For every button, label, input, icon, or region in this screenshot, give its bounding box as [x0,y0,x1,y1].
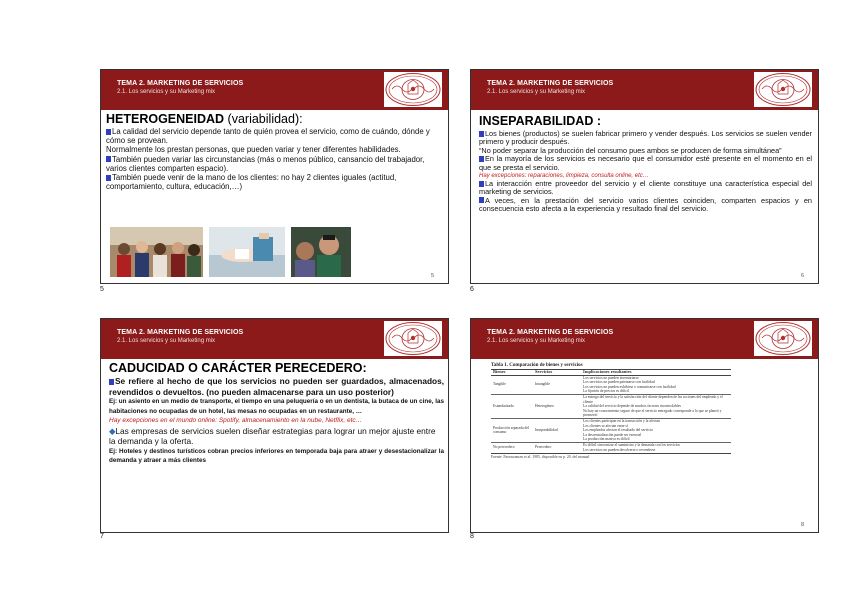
slide-header [101,70,448,110]
table-cell-implicacion: Los empleados afectan el resultado del servicio [583,428,653,433]
table-cell-implicacion: Los servicios no pueden devolverse o revenderse [583,447,656,452]
slide-7 [100,318,449,533]
table-cell-implicacion: Es difícil sincronizar el suministro y la demanda con los servicios [581,442,731,447]
slide-heading: HETEROGENEIDAD (variabilidad): [106,112,303,126]
example-paragraph: Ej: Hoteles y destinos turísticos cobran precios inferiores en temporada baja para atraer y desestacionalizar la demanda y atraer a más clientes [109,447,444,464]
table-header-cell: Implicaciones resultantes [581,370,731,375]
photo-strip [105,227,355,277]
bullet-paragraph: La interacción entre proveedor del servicio y el cliente constituye una característica especial del marketing de servicios. [479,179,812,197]
table-cell-servicios: Perecedero [533,442,581,452]
table-cell-implicacion: No hay un conocimiento seguro de que el servicio entregado corresponde a lo que se planeó y promovió [583,408,722,418]
header-subtitle: 2.1. Los servicios y su Marketing mix [487,89,586,95]
bullet-icon [106,156,111,162]
comparison-table-block [491,363,731,459]
page-number: 7 [100,533,104,540]
table-cell-implicacion: Los servicios no pueden exhibirse o comunicarse con facilidad [583,384,676,389]
page-number: 8 [470,533,474,540]
page-number: 6 [470,286,474,293]
exception-note: Hay excepciones: reparaciones, limpieza, consulta online, etc… [479,173,649,180]
table-cell-bienes: Producción separada del consumo [491,418,533,442]
table-cell-implicacion: La entrega del servicio y la satisfacción del cliente dependen de las acciones del empleado y el cliente [581,394,731,404]
table-row [491,394,731,404]
header-title: TEMA 2. MARKETING DE SERVICIOS [487,329,614,336]
header-subtitle: 2.1. Los servicios y su Marketing mix [117,338,216,344]
table-cell-bienes: Tangible [493,382,506,387]
table-caption: Tabla 1. Comparación de bienes y servicios [491,363,731,370]
comparison-table [491,370,731,452]
table-source: Fuente: Parasuraman et al. 1985, disponible en p. 20. del manual [491,453,731,459]
exception-note: Hay excepciones en el mundo online: Spotify, almacenamiento en la nube, Netflix, etc… [109,417,363,424]
header-title: TEMA 2. MARKETING DE SERVICIOS [117,80,244,87]
slide-5 [100,69,449,284]
university-logo-icon [384,321,442,356]
table-cell-servicios: Inseparabilidad [533,418,581,442]
slide-body [109,359,444,532]
bullet-icon [479,131,484,137]
bullet-paragraph: La calidad del servicio depende tanto de quién provea el servicio, como de cuándo, dónde y cómo se provean. [106,127,430,146]
university-logo-icon [754,321,812,356]
table-cell-servicios: Intangible [535,382,550,387]
table-cell-implicacion: La calidad del servicio depende de muchos factores incontrolables [583,404,681,409]
paragraph: “No poder separar la producción del consumo pues ambos se producen de forma simultánea” [479,145,782,155]
bullet-paragraph: ◆Las empresas de servicios suelen diseñar estrategias para lograr un mejor ajuste entre la demanda y la oferta. [109,425,436,446]
bullet-paragraph: Los bienes (productos) se suelen fabricar primero y vender después. Los servicios se suelen vender primero y producir después. [479,129,812,147]
bullet-paragraph: En la mayoría de los servicios es necesario que el consumidor esté presente en el momento en el que se presta el servicio. [479,154,812,172]
bullet-paragraph: A veces, en la prestación del servicio varios clientes coinciden, comparten espacios y en consecuencia esto afecta a la experiencia y resultado final del servicio. [479,195,812,214]
university-logo-icon [754,72,812,107]
table-cell-bienes: No perecedero [491,442,533,452]
slide-8 [470,318,819,533]
table-cell-implicacion: Los servicios no pueden inventariarse [583,375,639,380]
slide-inner-number: 8 [800,522,804,528]
slide-header [471,70,818,110]
table-cell-implicacion: Los servicios no pueden patentarse con facilidad [583,380,655,385]
slide-header [101,319,448,359]
bullet-icon [106,129,111,135]
slide-heading: CADUCIDAD O CARÁCTER PERECEDERO: [109,361,367,375]
table-header-cell: Servicios [533,370,581,375]
bullet-paragraph: También puede venir de la mano de los clientes: no hay 2 clientes iguales (actitud, comportamiento, cultura, educación,…) [106,173,397,192]
crowd-photo-icon [110,227,203,277]
people-photo-icon [291,227,351,277]
slide-inner-number: 6 [800,273,804,279]
diamond-bullet-icon: ◆ [109,425,116,436]
bullet-icon [479,181,484,187]
table-cell-implicacion: La fijación de precios es difícil [583,389,629,394]
university-logo-icon [384,72,442,107]
table-cell-implicacion: Los clientes se afectan entre sí [583,423,628,428]
slide-inner-number: 5 [430,273,434,279]
table-cell-bienes: Estandarizado [491,394,533,418]
bullet-paragraph: También pueden variar las circunstancias (más o menos público, cansancio del trabajador, varios clientes comparten espacio). [106,154,425,173]
table-cell-servicios: Heterogéneo [533,394,581,418]
slide-header [471,319,818,359]
header-title: TEMA 2. MARKETING DE SERVICIOS [117,329,244,336]
bullet-icon [479,197,484,203]
example-paragraph: Ej: un asiento en un medio de transporte, el tiempo en una peluquería o en un dentista, la butaca de un cine, las habitaciones no ocupadas de un hotel, las mesas no ocupadas en un restaurante, … [109,398,444,415]
bullet-paragraph: Se refiere al hecho de que los servicios no pueden ser guardados, almacenados, revendidos o devueltos. (no pueden almacenarse para un uso posterior) [109,376,444,397]
slide-6 [470,69,819,284]
slide-heading: INSEPARABILIDAD : [479,114,601,128]
table-cell-implicacion: La producción masiva es difícil [583,437,630,442]
bullet-icon [106,175,111,181]
bullet-icon [479,156,484,162]
bullet-icon [109,379,114,385]
table-header-cell: Bienes [491,370,533,375]
paragraph: Normalmente los prestan personas, que pueden variar y tener diferentes habilidades. [106,145,401,155]
header-title: TEMA 2. MARKETING DE SERVICIOS [487,80,614,87]
table-cell-implicacion: Los clientes participan en la transacción y la afectan [581,418,731,423]
header-subtitle: 2.1. Los servicios y su Marketing mix [117,89,216,95]
slide-body [479,110,812,283]
medical-photo-icon [209,227,285,277]
page-number: 5 [100,286,104,293]
table-cell-implicacion: La descentralización puede ser esencial [583,432,642,437]
header-subtitle: 2.1. Los servicios y su Marketing mix [487,338,586,344]
